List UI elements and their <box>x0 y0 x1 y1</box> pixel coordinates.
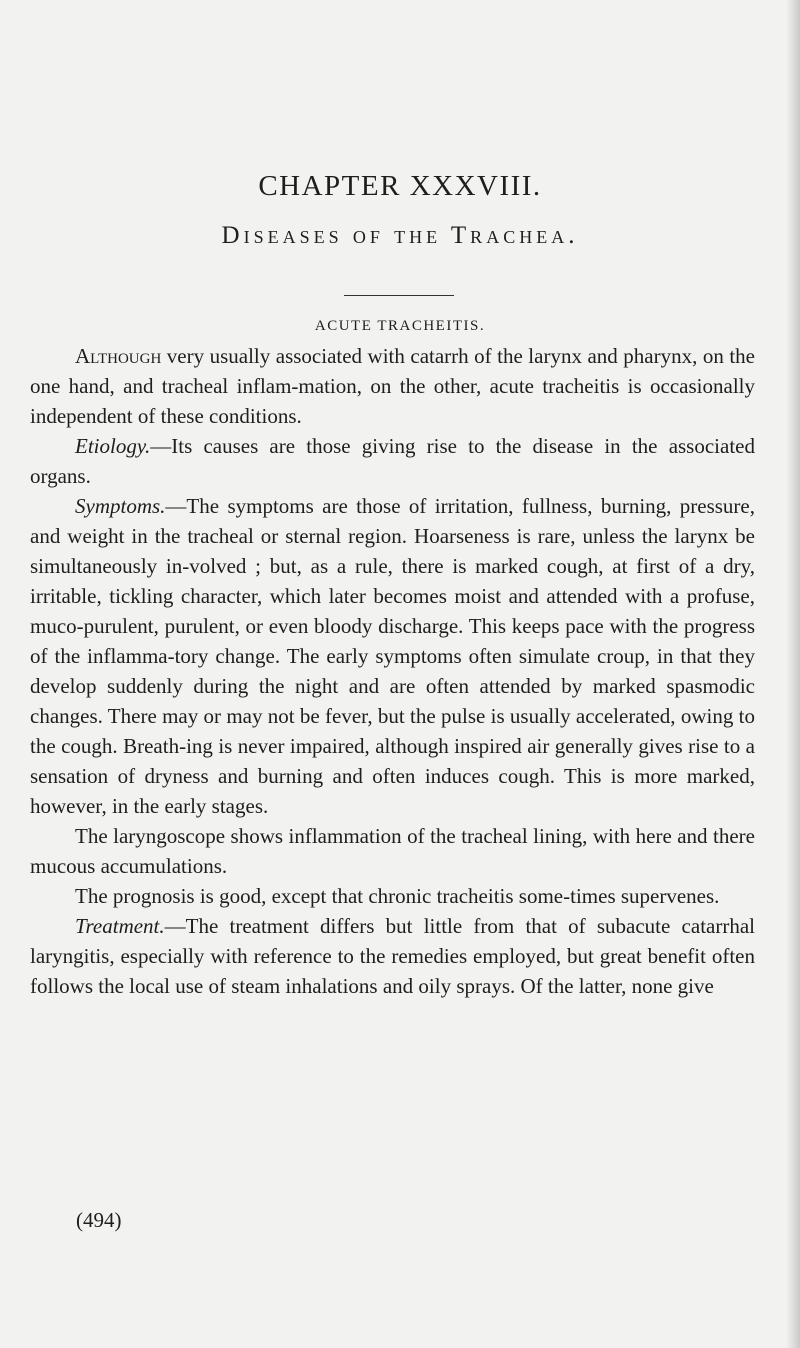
title-divider <box>344 295 454 296</box>
paragraph-intro-text: very usually associated with catarrh of the larynx and pharynx, on the one hand, and tracheal inflam-mation, on the other, acute tracheitis is occasionally independent of these conditions. <box>30 344 755 428</box>
paragraph-etiology-text: —Its causes are those giving rise to the disease in the associated organs. <box>30 434 755 488</box>
chapter-title: CHAPTER XXXVIII. <box>258 170 542 202</box>
subsection-title: ACUTE TRACHEITIS. <box>314 318 486 334</box>
paragraph-prognosis: The prognosis is good, except that chronic tracheitis some-times supervenes. <box>75 884 720 908</box>
etiology-heading: Etiology. <box>75 434 151 458</box>
paragraph-laryngoscope: The laryngoscope shows inflammation of the tracheal lining, with here and there mucous accumulations. <box>30 824 755 878</box>
paragraph-treatment-text: —The treatment differs but little from that of subacute catarrhal laryngitis, especially with reference to the remedies employed, but great benefit often follows the local use of steam inhalations and oily sprays. Of the latter, none give <box>30 914 755 998</box>
symptoms-heading: Symptoms. <box>75 494 166 518</box>
section-title: Diseases of the Trachea. <box>221 222 579 249</box>
paragraph-symptoms-text: —The symptoms are those of irritation, fullness, burning, pressure, and weight in the tracheal or sternal region. Hoarseness is rare, unless the larynx be simultaneously in-volved ; but, as a rule, there is marked cough, at first of a dry, irritable, tickling character, which later becomes moist and attended with a profuse, muco-purulent, purulent, or even bloody discharge. This keeps pace with the progress of the inflamma-tory change. The early symptoms often simulate croup, in that they develop suddenly during the night and are often attended by marked spasmodic changes. There may or may not be fever, but the pulse is usually accelerated, owing to the cough. Breath-ing is never impaired, although inspired air generally gives rise to a sensation of dryness and burning and often induces cough. This is more marked, however, in the early stages. <box>30 494 755 818</box>
lead-word: Although <box>75 344 162 368</box>
body-text <box>30 341 755 1001</box>
paragraph-symptoms <box>30 491 755 821</box>
paragraph-intro <box>30 341 755 431</box>
paragraph-etiology <box>30 431 755 491</box>
page-number: (494) <box>76 1208 122 1232</box>
treatment-heading: Treatment. <box>75 914 165 938</box>
paragraph-treatment <box>30 911 755 1001</box>
